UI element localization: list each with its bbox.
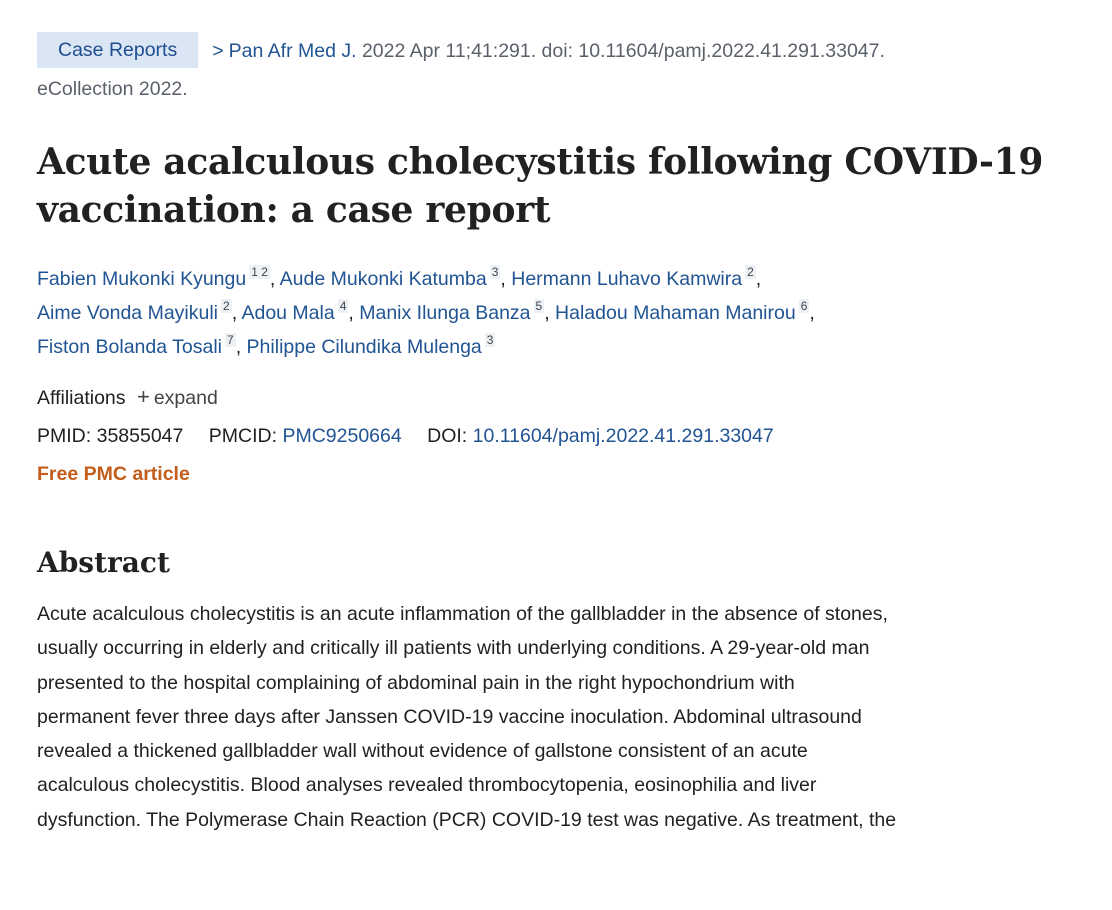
author-item (37, 333, 236, 358)
affiliation-number[interactable]: 2 (747, 265, 754, 279)
abstract-text (37, 597, 1072, 837)
article-page (37, 32, 1087, 837)
pmid-value: 35855047 (96, 425, 184, 447)
author-link[interactable]: Philippe Cilundika Mulenga (246, 336, 482, 358)
author-link[interactable]: Haladou Mahaman Manirou (555, 302, 796, 324)
affiliations-label: Affiliations (37, 387, 126, 409)
author-link[interactable]: Hermann Luhavo Kamwira (511, 268, 743, 290)
free-pmc-article-badge: Free PMC article (37, 463, 190, 485)
affiliation-number[interactable]: 3 (491, 265, 499, 279)
doi-label: DOI: (427, 425, 468, 447)
affiliation-number[interactable]: 7 (227, 333, 234, 347)
pmid-label: PMID: (37, 425, 92, 447)
author-link[interactable]: Aime Vonda Mayikuli (37, 302, 219, 324)
affiliation-number[interactable]: 1 2 (251, 265, 268, 279)
pmcid-link[interactable]: PMC9250664 (282, 425, 402, 447)
affiliation-number[interactable]: 6 (800, 299, 808, 313)
abstract-line: Acute acalculous cholecystitis is an acute inflammation of the gallbladder in the absence of stones, (37, 603, 888, 625)
journal-link[interactable]: Pan Afr Med J. (228, 40, 357, 62)
abstract-line: revealed a thickened gallbladder wall without evidence of gallstone consistent of an acute (37, 740, 808, 763)
abstract-line: dysfunction. The Polymerase Chain Reaction (PCR) COVID-19 test was negative. As treatment, the (37, 808, 897, 831)
affiliation-number[interactable]: 2 (223, 299, 230, 313)
author-item (279, 265, 501, 290)
abstract-line: usually occurring in elderly and critically ill patients with underlying conditions. A 29-year-old man (37, 637, 870, 660)
author-link[interactable]: Fiston Bolanda Tosali (37, 336, 223, 358)
abstract-line: permanent fever three days after Janssen COVID-19 vaccine inoculation. Abdominal ultrasound (37, 705, 862, 728)
author-item (241, 299, 348, 324)
article-title-line-2: vaccination: a case report (37, 189, 551, 231)
author-link[interactable]: Manix Ilunga Banza (359, 302, 531, 324)
plus-icon: + (136, 384, 150, 409)
ecollection-text: eCollection 2022. (37, 78, 188, 100)
expand-label: expand (153, 387, 218, 409)
author-link[interactable]: Adou Mala (241, 302, 335, 324)
affiliation-number[interactable]: 5 (535, 299, 543, 313)
abstract-line: acalculous cholecystitis. Blood analyses revealed thrombocytopenia, eosinophilia and liver (37, 774, 817, 797)
author-item (511, 265, 756, 290)
author-link[interactable]: Fabien Mukonki Kyungu (37, 268, 247, 290)
abstract-line: presented to the hospital complaining of abdominal pain in the right hypochondrium with (37, 671, 795, 694)
author-item (555, 299, 809, 324)
author-item (37, 299, 232, 324)
affiliations-row (37, 378, 1087, 417)
author-link[interactable]: Aude Mukonki Katumba (279, 268, 487, 290)
identifiers-row (37, 417, 1087, 455)
ecollection-line (37, 70, 1087, 108)
affiliation-number[interactable]: 4 (339, 299, 347, 313)
author-item (246, 333, 496, 358)
publication-type-badge[interactable]: Case Reports (37, 32, 198, 68)
abstract-heading: Abstract (37, 546, 170, 579)
citation-header (37, 32, 1087, 70)
author-item (359, 299, 544, 324)
affiliation-number[interactable]: 3 (486, 333, 494, 347)
chevron-right-icon: > (212, 40, 224, 62)
article-title (37, 138, 1087, 234)
article-title-line-1: Acute acalculous cholecystitis following COVID-19 (37, 141, 1044, 183)
expand-affiliations-button[interactable] (136, 384, 218, 409)
doi-link[interactable]: 10.11604/pamj.2022.41.291.33047 (472, 425, 774, 447)
author-list: Fabien Mukonki Kyungu 1 2 , Aude Mukonki Katumba 3 , Hermann Luhavo Kamwira 2 , Aime Vonda Mayikuli 2 , Adou Mala 4 , Manix Ilunga Banza 5 , Haladou Mahaman Manirou 6 , Fiston Bolanda Tosali 7 , Philippe Cilundika Mulenga 3 (37, 265, 815, 358)
pmcid-label: PMCID: (208, 425, 278, 447)
citation-details: 2022 Apr 11;41:291. doi: 10.11604/pamj.2022.41.291.33047. (361, 40, 885, 62)
author-item (37, 265, 270, 290)
